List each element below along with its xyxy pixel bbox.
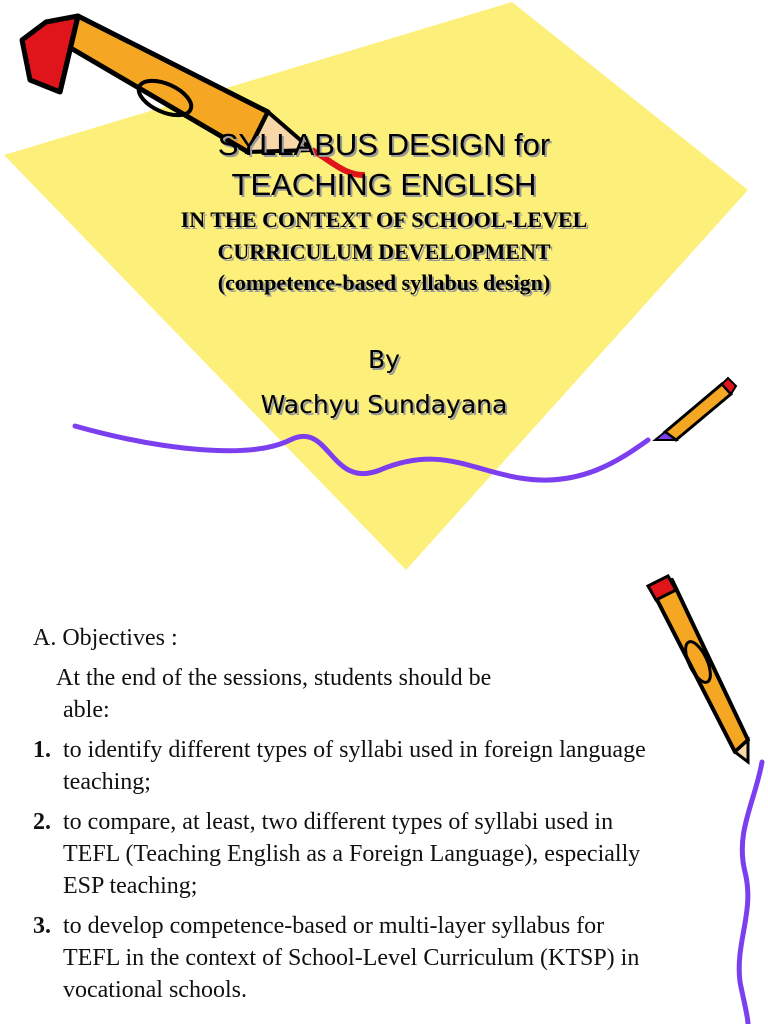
subtitle-line1: IN THE CONTEXT OF SCHOOL-LEVEL <box>180 207 588 232</box>
objective-number: 3. <box>33 913 51 939</box>
objectives-intro-line2: able: <box>63 697 110 723</box>
subtitle-line2: CURRICULUM DEVELOPMENT <box>217 239 551 264</box>
subtitle-line3: (competence-based syllabus design) <box>217 270 551 295</box>
by-label: By <box>368 345 400 374</box>
objective-number: 1. <box>33 737 51 763</box>
objective-number: 2. <box>33 809 51 835</box>
slide-title-line1: SYLLABUS DESIGN for <box>217 127 551 162</box>
objective-text: to develop competence-based or multi-layer syllabus for TEFL in the context of School-Level Curriculum (KTSP) in vocational schools. <box>63 913 640 1003</box>
objective-text: to compare, at least, two different types of syllabi used in TEFL (Teaching English as a Foreign Language), especially ESP teaching; <box>63 809 641 899</box>
vertical-purple-squiggle <box>739 762 762 1024</box>
vertical-pencil-icon <box>648 576 748 762</box>
author-name: Wachyu Sundayana <box>260 390 508 419</box>
slide-title-line2: TEACHING ENGLISH <box>231 167 537 202</box>
objectives-intro-line1: At the end of the sessions, students should be <box>56 665 492 691</box>
objectives-slide <box>0 572 768 1024</box>
objective-text: to identify different types of syllabi used in foreign language teaching; <box>63 737 646 795</box>
objectives-heading: A. Objectives : <box>33 625 178 651</box>
